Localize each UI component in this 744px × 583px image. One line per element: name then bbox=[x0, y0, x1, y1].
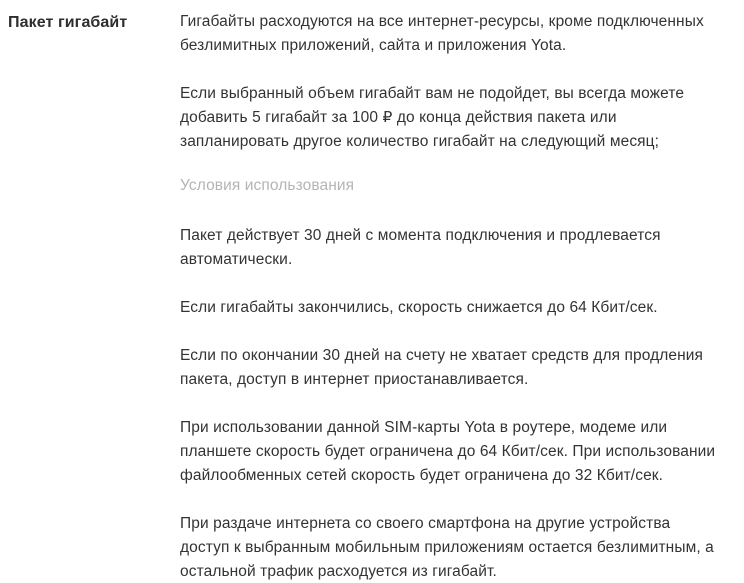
term-paragraph-2: Если гигабайты закончились, скорость снижается до 64 Кбит/сек. bbox=[180, 299, 658, 316]
intro-paragraph-1: Гигабайты расходуются на все интернет-ресурсы, кроме подключенных безлимитных приложений, сайта и приложения Yota. bbox=[180, 13, 704, 54]
section-content-column bbox=[180, 10, 720, 583]
term-paragraph-4: При использовании данной SIM-карты Yota в роутере, модеме или планшете скорость будет ограничена до 64 Кбит/сек. При использовании файлообменных сетей скорость будет ограничена до 32 Кбит/сек. bbox=[180, 419, 716, 484]
usage-terms-subheading: Условия использования bbox=[180, 177, 355, 194]
term-paragraph-1: Пакет действует 30 дней с момента подключения и продлевается автоматически. bbox=[180, 227, 661, 268]
intro-paragraph-2: Если выбранный объем гигабайт вам не подойдет, вы всегда можете добавить 5 гигабайт за 100 ₽ до конца действия пакета или запланировать другое количество гигабайт на следующий месяц; bbox=[180, 85, 685, 150]
term-paragraph-3: Если по окончании 30 дней на счету не хватает средств для продления пакета, доступ в интернет приостанавливается. bbox=[180, 347, 704, 388]
section-label-column bbox=[8, 10, 180, 34]
section-title: Пакет гигабайт bbox=[8, 14, 128, 31]
term-paragraph-5: При раздаче интернета со своего смартфона на другие устройства доступ к выбранным мобильным приложениям остается безлимитным, а остальной трафик расходуется из гигабайт. bbox=[180, 515, 714, 580]
